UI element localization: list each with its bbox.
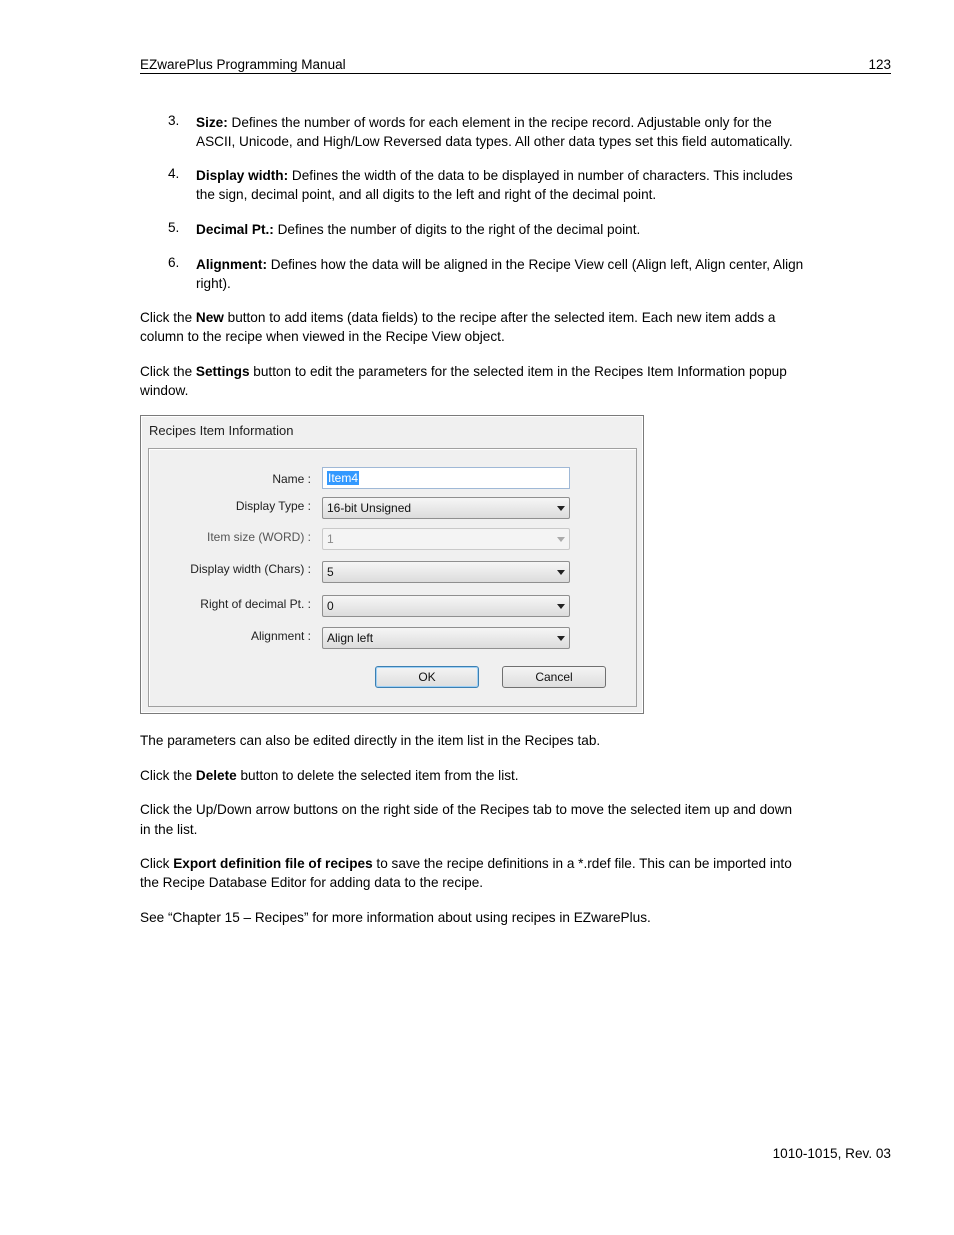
para-text: Click the	[140, 768, 196, 783]
display-type-label: Display Type :	[235, 499, 311, 513]
decimal-select[interactable]	[322, 595, 570, 617]
header-rule	[140, 73, 891, 74]
list-line	[196, 220, 640, 240]
paragraph-params: The parameters can also be edited directly in the item list in the Recipes tab.	[140, 733, 601, 748]
cancel-button[interactable]: Cancel	[502, 666, 606, 688]
list-number: 6.	[168, 255, 180, 270]
list-number: 4.	[168, 166, 180, 181]
alignment-select[interactable]	[322, 627, 570, 649]
para-text: Click	[140, 856, 174, 871]
name-input[interactable]	[322, 467, 570, 489]
list-line	[196, 113, 772, 133]
alignment-value: Align left	[327, 631, 374, 645]
paragraph-see: See “Chapter 15 – Recipes” for more information about using recipes in EZwarePlus.	[140, 910, 651, 925]
display-type-value: 16-bit Unsigned	[327, 501, 412, 515]
para-text: button to add items (data fields) to the recipe after the selected item. Each new item adds a	[223, 310, 776, 325]
list-text: Defines the number of digits to the right of the decimal point.	[273, 222, 641, 237]
item-size-select	[322, 528, 570, 550]
name-label: Name :	[272, 472, 311, 486]
para-bold: New	[195, 310, 224, 325]
display-type-select[interactable]	[322, 497, 570, 519]
display-width-value: 5	[327, 565, 334, 579]
para-text: button to delete the selected item from the list.	[236, 768, 519, 783]
list-text: Defines how the data will be aligned in the Recipe View cell (Align left, Align center, Align	[266, 257, 804, 272]
chevron-down-icon	[557, 537, 565, 542]
para-bold: Delete	[195, 768, 237, 783]
list-line	[196, 255, 803, 275]
display-width-label: Display width (Chars) :	[190, 562, 311, 576]
name-value: Item4	[328, 471, 359, 485]
para-text: Click the	[140, 310, 196, 325]
paragraph-updown: Click the Up/Down arrow buttons on the right side of the Recipes tab to move the selected item up and down	[140, 802, 793, 817]
dialog-title: Recipes Item Information	[149, 423, 294, 438]
list-text: ASCII, Unicode, and High/Low Reversed data types. All other data types set this field automatically.	[196, 134, 793, 149]
list-number: 5.	[168, 220, 180, 235]
chevron-down-icon	[557, 636, 565, 641]
para-text: to save the recipe definitions in a *.rdef file. This can be imported into	[372, 856, 792, 871]
paragraph-settings	[140, 362, 787, 382]
alignment-label: Alignment :	[250, 629, 311, 643]
item-size-value: 1	[327, 532, 334, 546]
para-bold: Settings	[195, 364, 250, 379]
paragraph-updown-line2: in the list.	[140, 822, 198, 837]
chevron-down-icon	[557, 570, 565, 575]
header-title: EZwarePlus Programming Manual	[140, 57, 346, 72]
paragraph-export-line2: the Recipe Database Editor for adding data to the recipe.	[140, 875, 484, 890]
list-number: 3.	[168, 113, 180, 128]
paragraph-delete	[140, 766, 519, 786]
list-term: Alignment:	[196, 257, 267, 272]
decimal-value: 0	[327, 599, 334, 613]
list-text: the sign, decimal point, and all digits to the left and right of the decimal point.	[196, 187, 657, 202]
para-text: Click the	[140, 364, 196, 379]
recipes-item-information-dialog	[140, 415, 644, 714]
item-size-label: Item size (WORD) :	[207, 530, 311, 544]
list-line	[196, 166, 793, 186]
list-text: right).	[196, 276, 231, 291]
page-number: 123	[868, 57, 891, 72]
chevron-down-icon	[557, 506, 565, 511]
chevron-down-icon	[557, 604, 565, 609]
list-term: Size:	[196, 115, 228, 130]
list-text: Defines the number of words for each element in the recipe record. Adjustable only for the	[227, 115, 772, 130]
paragraph-new	[140, 308, 775, 328]
para-bold: Export definition file of recipes	[173, 856, 373, 871]
display-width-select[interactable]	[322, 561, 570, 583]
list-term: Decimal Pt.:	[196, 222, 274, 237]
list-text: Defines the width of the data to be displayed in number of characters. This includes	[288, 168, 793, 183]
paragraph-new-line2: column to the recipe when viewed in the Recipe View object.	[140, 329, 505, 344]
paragraph-settings-line2: window.	[140, 383, 189, 398]
list-term: Display width:	[196, 168, 289, 183]
para-text: button to edit the parameters for the selected item in the Recipes Item Information popup	[249, 364, 787, 379]
decimal-label: Right of decimal Pt. :	[200, 597, 311, 611]
paragraph-export	[140, 854, 792, 874]
ok-button[interactable]: OK	[375, 666, 479, 688]
footer-revision: 1010-1015, Rev. 03	[772, 1146, 891, 1161]
